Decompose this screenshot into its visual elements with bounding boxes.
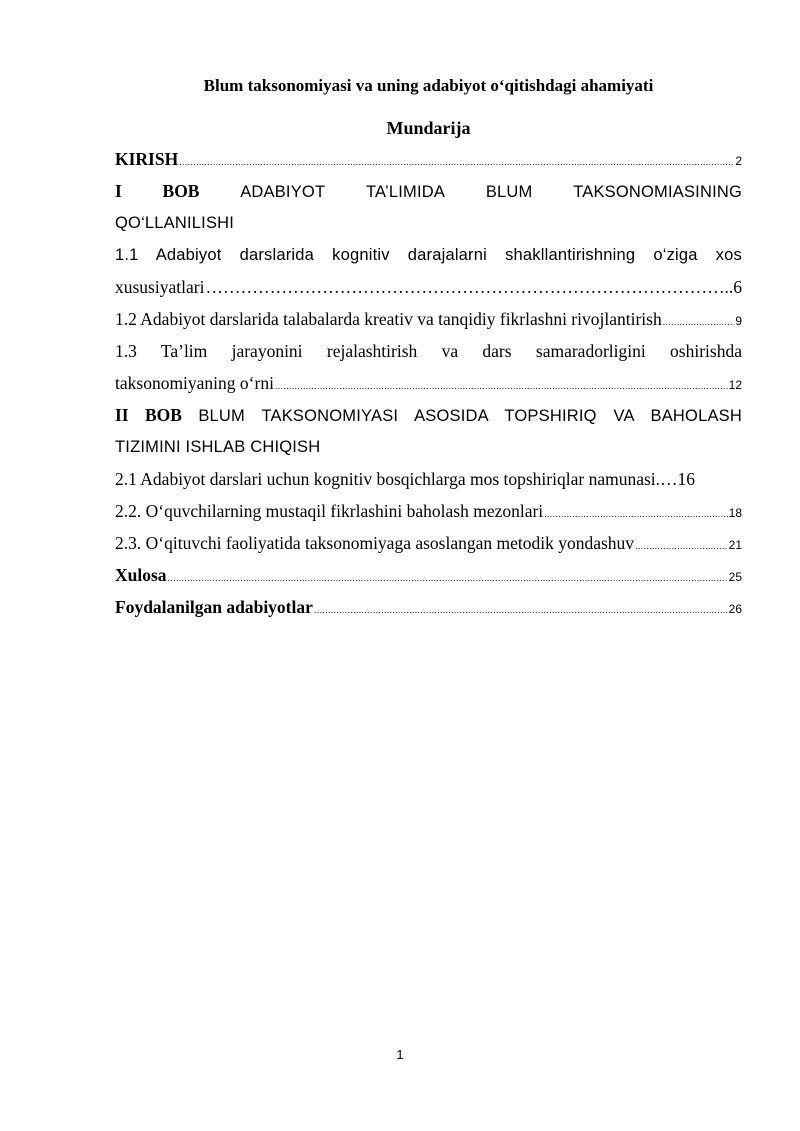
toc-page-number: 18 [728,506,742,520]
table-of-contents [115,148,742,628]
toc-entry-1-3-continued [115,372,742,404]
toc-page-number: 12 [728,378,742,392]
dot-leader [544,503,727,526]
document-page [115,0,742,1131]
toc-label: 2.1 Adabiyot darslari uchun kognitiv bosqichlarga mos topshiriqlar namunasi. [115,469,661,489]
toc-label: 1.1 Adabiyot darslarida kognitiv darajalarni shakllantirishning o‘ziga xos [115,246,742,264]
toc-entry-bob1[interactable] [115,180,742,212]
dot-leader [168,567,728,590]
toc-label-line2: taksonomiyaning o‘rni [115,373,274,393]
toc-label: 2.2. O‘quvchilarning mustaqil fikrlashini baholash mezonlari [115,501,544,521]
toc-label: 1.3 Ta’lim jarayonini rejalashtirish va dars samaradorligini oshirishda [115,341,742,361]
chapter-number: II BOB [115,405,182,425]
toc-label: 2.3. O‘qituvchi faoliyatida taksonomiyaga asoslangan metodik yondashuv [115,533,635,553]
toc-entry-bob2[interactable] [115,404,742,436]
chapter-title: BLUM TAKSONOMIYASI ASOSIDA TOPSHIRIQ VA BAHOLASH [198,407,742,425]
page-number: 1 [396,1047,404,1062]
chapter-title-word: BLUM [485,183,533,201]
toc-entry-bob1-continued [115,212,742,244]
toc-page-number: 9 [735,314,742,328]
toc-entry-1-3[interactable] [115,340,742,372]
toc-page-number: 21 [728,538,742,552]
toc-entry-1-1[interactable] [115,244,742,276]
chapter-title-line2: QO‘LLANILISHI [115,214,235,232]
toc-page-number: 25 [728,570,742,584]
dot-leader [314,599,728,622]
chapter-title-word: TAKSONOMIASINING [573,183,742,201]
dot-leader [205,276,723,299]
toc-entry-xulosa[interactable] [115,564,742,596]
dot-leader [275,375,728,398]
chapter-title-word: TA’LIMIDA [365,183,446,201]
toc-entry-adabiyotlar[interactable] [115,596,742,628]
dot-leader [635,535,728,558]
toc-label: Xulosa [115,565,167,585]
toc-entry-1-2[interactable] [115,308,742,340]
dot-leader [663,311,735,334]
toc-entry-2-1[interactable] [115,468,742,500]
toc-label-line2: xususiyatlari [115,277,205,297]
chapter-title-line2: TIZIMINI ISHLAB CHIQISH [115,438,321,456]
toc-page-number: 2 [735,154,742,168]
toc-label: Foydalanilgan adabiyotlar [115,597,313,617]
dot-leader [179,151,734,174]
toc-entry-2-2[interactable] [115,500,742,532]
chapter-title-word: ADABIYOT [240,183,326,201]
toc-page-number: …16 [660,469,696,489]
toc-heading: Mundarija [386,118,471,138]
document-title: Blum taksonomiyasi va uning adabiyot o‘qitishdagi ahamiyati [203,76,654,95]
chapter-number: I BOB [115,181,200,201]
toc-label: KIRISH [115,149,179,169]
toc-entry-bob2-continued [115,436,742,468]
toc-page-number: 26 [728,602,742,616]
toc-entry-kirish[interactable] [115,148,742,180]
toc-page-number: ..6 [724,277,742,297]
toc-label: 1.2 Adabiyot darslarida talabalarda kreativ va tanqidiy fikrlashni rivojlantirish [115,309,662,329]
toc-entry-2-3[interactable] [115,532,742,564]
toc-entry-1-1-continued [115,276,742,308]
